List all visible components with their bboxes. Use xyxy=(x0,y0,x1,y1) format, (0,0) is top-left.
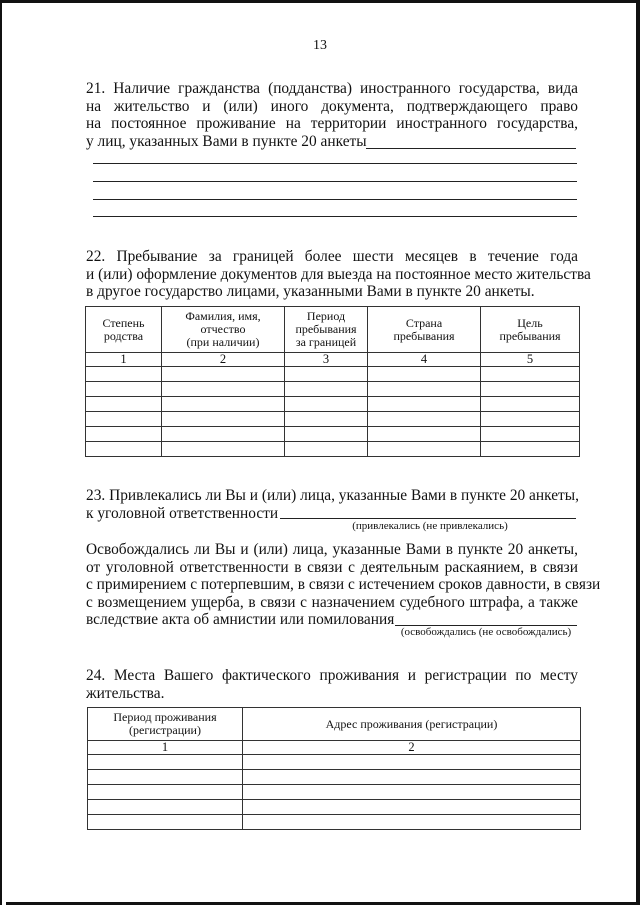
stay-abroad-table xyxy=(85,306,580,457)
table-row xyxy=(88,770,581,785)
table-row xyxy=(88,785,581,800)
table-header-row xyxy=(88,708,581,741)
criminal-liability-answer-field[interactable] xyxy=(280,518,576,519)
section-22-line: в другое государство лицами, указанными Вами в пункте 20 анкеты. xyxy=(86,283,535,301)
table-row xyxy=(86,427,580,442)
residence-table xyxy=(87,707,581,830)
header-relation: Степень родства xyxy=(86,307,162,353)
section-23-line: 23. Привлекались ли Вы и (или) лица, указанные Вами в пункте 20 анкеты, xyxy=(86,487,579,504)
table-header-row xyxy=(86,307,580,353)
section-23-line: с примирением с потерпевшим, в связи с истечением сроков давности, в связи xyxy=(86,576,601,594)
section-21-answer-field[interactable] xyxy=(366,148,576,149)
section-23-question-1 xyxy=(86,487,578,522)
section-23-line: от уголовной ответственности в связи с деятельным раскаянием, в связи xyxy=(86,558,578,576)
table-row xyxy=(86,412,580,427)
section-21-blank-line[interactable] xyxy=(93,199,577,200)
section-23-line: к уголовной ответственности xyxy=(86,504,279,522)
section-21-line: на жительство и (или) иного документа, подтверждающего право xyxy=(86,97,578,115)
table-number-row: 1 2 3 4 5 xyxy=(86,353,580,367)
section-22-line: и (или) оформление документов для выезда на постоянное место жительства xyxy=(86,265,591,283)
scan-edge-left xyxy=(0,0,2,905)
scan-edge-right xyxy=(636,0,640,905)
section-24-text xyxy=(86,667,578,702)
table-row xyxy=(88,755,581,770)
table-number-row: 1 2 xyxy=(88,741,581,755)
section-23-line: Освобождались ли Вы и (или) лица, указанные Вами в пункте 20 анкеты, xyxy=(86,541,578,558)
section-23-question-2 xyxy=(86,541,601,629)
header-period-abroad: Период пребывания за границей xyxy=(285,307,368,353)
header-full-name: Фамилия, имя, отчество (при наличии) xyxy=(162,307,285,353)
section-21-line: 21. Наличие гражданства (подданства) иностранного государства, вида xyxy=(86,80,578,97)
section-21-text xyxy=(86,80,578,150)
section-21-line: на постоянное проживание на территории иностранного государства, xyxy=(86,115,578,133)
scan-edge-top xyxy=(0,0,636,3)
table-row xyxy=(86,367,580,382)
header-residence-address: Адрес проживания (регистрации) xyxy=(243,708,581,741)
section-22-text xyxy=(86,248,591,301)
release-from-liability-caption: (освобождались (не освобождались) xyxy=(400,626,572,638)
section-24-line: 24. Места Вашего фактического проживания и регистрации по месту xyxy=(86,667,578,684)
section-24-line: жительства. xyxy=(86,684,165,702)
page-number: 13 xyxy=(313,38,327,53)
section-21-blank-line[interactable] xyxy=(93,163,577,164)
section-21-blank-line[interactable] xyxy=(93,216,577,217)
table-row xyxy=(88,800,581,815)
table-row xyxy=(86,397,580,412)
section-21-blank-line[interactable] xyxy=(93,181,577,182)
table-row xyxy=(86,382,580,397)
header-residence-period: Период проживания (регистрации) xyxy=(88,708,243,741)
section-23-line: с возмещением ущерба, в связи с назначением судебного штрафа, а также xyxy=(86,593,578,611)
header-purpose: Цель пребывания xyxy=(481,307,580,353)
section-23-line: вследствие акта об амнистии или помилования xyxy=(86,611,395,629)
header-country: Страна пребывания xyxy=(368,307,481,353)
section-21-line: у лиц, указанных Вами в пункте 20 анкеты xyxy=(86,132,367,150)
table-row xyxy=(88,815,581,830)
section-22-line: 22. Пребывание за границей более шести месяцев в течение года xyxy=(86,248,578,265)
table-row xyxy=(86,442,580,457)
criminal-liability-caption: (привлекались (не привлекались) xyxy=(352,520,508,532)
